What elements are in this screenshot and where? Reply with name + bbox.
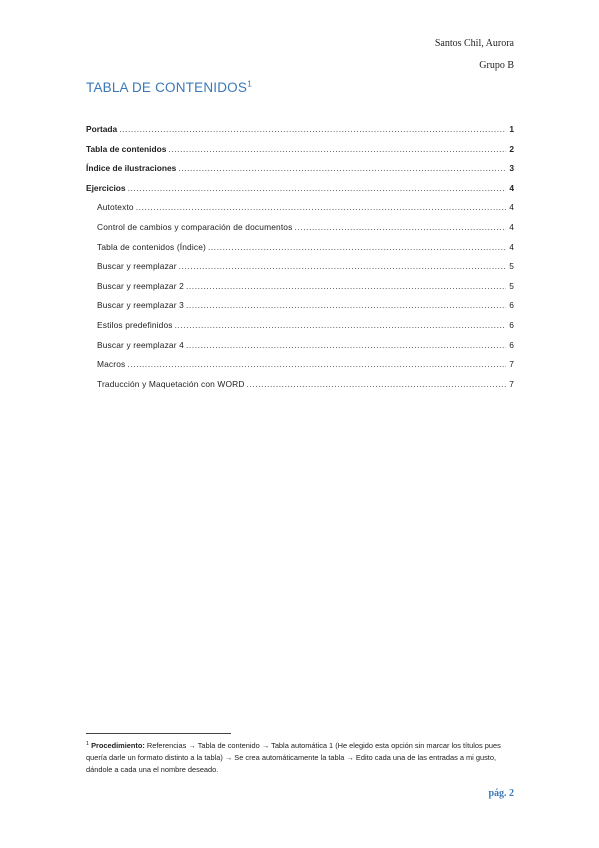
toc-dot-leader bbox=[175, 320, 506, 330]
toc-entry-page-number: 7 bbox=[509, 378, 514, 389]
toc-entry-page-number: 3 bbox=[509, 163, 514, 174]
footnote-mark: 1 bbox=[86, 740, 90, 747]
toc-entry-page-number: 4 bbox=[509, 202, 514, 213]
toc-entry[interactable] bbox=[86, 124, 514, 144]
footnote-text: Referencias → Tabla de contenido → Tabla automática 1 (He elegido esta opción sin marcar los títulos pues quería darle un formato distinto a la tabla) → Se crea automáticamente la tabla → Edito cada una de las entradas a mi gusto, dándole a cada una el nombre deseado. bbox=[86, 741, 501, 775]
toc-dot-leader bbox=[179, 261, 506, 271]
toc-entry-label: Macros bbox=[97, 359, 126, 370]
toc-entry-label: Control de cambios y comparación de documentos bbox=[97, 221, 293, 232]
toc-entry-page-number: 5 bbox=[509, 280, 514, 291]
toc-entry-label: Buscar y reemplazar 3 bbox=[97, 300, 184, 311]
toc-dot-leader bbox=[168, 144, 506, 154]
toc-entry-page-number: 5 bbox=[509, 261, 514, 272]
toc-dot-leader bbox=[186, 281, 506, 291]
toc-dot-leader bbox=[294, 222, 506, 232]
toc-entry-page-number: 6 bbox=[509, 300, 514, 311]
toc-dot-leader bbox=[119, 124, 506, 134]
toc-dot-leader bbox=[208, 242, 506, 252]
toc-title bbox=[86, 80, 252, 95]
toc-title-footnote-mark: 1 bbox=[247, 78, 253, 89]
toc-entry-label: Autotexto bbox=[97, 202, 134, 213]
toc-entry-page-number: 7 bbox=[509, 359, 514, 370]
header-author: Santos Chil, Aurora bbox=[434, 38, 514, 49]
toc-entry-label: Índice de ilustraciones bbox=[86, 163, 177, 174]
toc-entry[interactable] bbox=[86, 281, 514, 301]
toc-entry-label: Buscar y reemplazar 4 bbox=[97, 339, 184, 350]
toc-entry-label: Traducción y Maquetación con WORD bbox=[97, 378, 245, 389]
header-group: Grupo B bbox=[479, 60, 514, 71]
toc-entry[interactable] bbox=[86, 202, 514, 222]
toc-entry-label: Buscar y reemplazar 2 bbox=[97, 280, 184, 291]
table-of-contents bbox=[86, 124, 514, 398]
footnote bbox=[86, 740, 516, 777]
toc-entry-label: Estilos predefinidos bbox=[97, 319, 173, 330]
toc-dot-leader bbox=[247, 379, 506, 389]
toc-entry[interactable] bbox=[86, 300, 514, 320]
footnote-lead: Procedimiento: bbox=[91, 741, 145, 750]
toc-entry[interactable] bbox=[86, 379, 514, 399]
toc-entry-label: Portada bbox=[86, 124, 118, 134]
toc-entry-page-number: 6 bbox=[509, 339, 514, 350]
toc-dot-leader bbox=[186, 340, 506, 350]
toc-entry-label: Tabla de contenidos bbox=[86, 143, 167, 154]
toc-entry-page-number: 4 bbox=[509, 182, 514, 193]
toc-entry[interactable] bbox=[86, 320, 514, 340]
toc-entry-label: Tabla de contenidos (Índice) bbox=[97, 241, 206, 252]
toc-entry-page-number: 1 bbox=[509, 124, 514, 134]
toc-entry-page-number: 2 bbox=[509, 143, 514, 154]
toc-entry-page-number: 4 bbox=[509, 241, 514, 252]
toc-entry[interactable] bbox=[86, 359, 514, 379]
toc-dot-leader bbox=[127, 359, 506, 369]
toc-entry[interactable] bbox=[86, 183, 514, 203]
toc-entry[interactable] bbox=[86, 163, 514, 183]
toc-title-text: TABLA DE CONTENIDOS bbox=[86, 80, 248, 95]
toc-entry-label: Ejercicios bbox=[86, 182, 126, 193]
toc-dot-leader bbox=[136, 202, 506, 212]
footnote-separator bbox=[86, 733, 231, 734]
page-number: pág. 2 bbox=[488, 788, 514, 799]
toc-dot-leader bbox=[128, 183, 506, 193]
toc-entry[interactable] bbox=[86, 222, 514, 242]
toc-entry-page-number: 4 bbox=[509, 221, 514, 232]
toc-entry[interactable] bbox=[86, 261, 514, 281]
toc-entry[interactable] bbox=[86, 144, 514, 164]
toc-entry[interactable] bbox=[86, 242, 514, 262]
toc-entry[interactable] bbox=[86, 340, 514, 360]
toc-entry-page-number: 6 bbox=[509, 319, 514, 330]
toc-dot-leader bbox=[178, 163, 506, 173]
toc-dot-leader bbox=[186, 300, 506, 310]
toc-entry-label: Buscar y reemplazar bbox=[97, 261, 177, 272]
